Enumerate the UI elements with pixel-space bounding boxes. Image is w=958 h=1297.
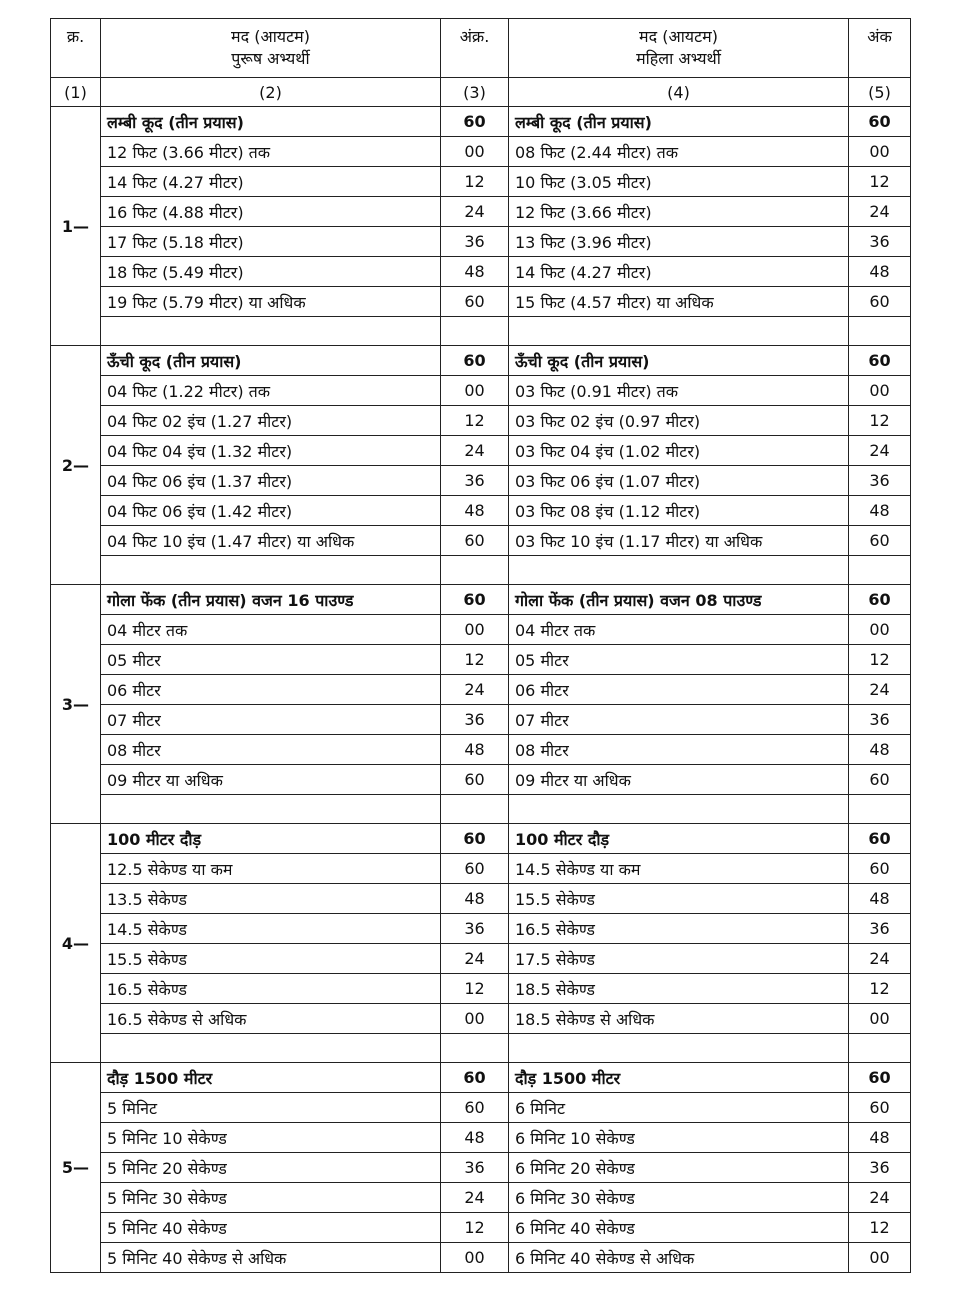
section-header-row	[51, 1063, 911, 1093]
criterion-men: 04 फिट 06 इंच (1.42 मीटर)	[101, 496, 441, 526]
criterion-women: 10 फिट (3.05 मीटर)	[509, 167, 849, 197]
table-row	[51, 1093, 911, 1123]
event-title-women: गोला फेंक (तीन प्रयास) वजन 08 पाउण्ड	[509, 585, 849, 615]
marks-men: 48	[441, 257, 509, 287]
empty-cell	[849, 556, 911, 585]
empty-cell	[509, 795, 849, 824]
marks-men: 00	[441, 1243, 509, 1273]
criterion-women: 6 मिनिट 10 सेकेण्ड	[509, 1123, 849, 1153]
table-row	[51, 137, 911, 167]
table-row	[51, 884, 911, 914]
marks-women: 60	[849, 526, 911, 556]
marks-men: 48	[441, 884, 509, 914]
criterion-women: 03 फिट (0.91 मीटर) तक	[509, 376, 849, 406]
section-header-row	[51, 585, 911, 615]
criterion-men: 04 फिट 10 इंच (1.47 मीटर) या अधिक	[101, 526, 441, 556]
criterion-men: 05 मीटर	[101, 645, 441, 675]
table-row	[51, 974, 911, 1004]
column-number: (3)	[441, 78, 509, 107]
header-marks-women: अंक	[849, 19, 911, 78]
marks-women: 12	[849, 974, 911, 1004]
table-row	[51, 287, 911, 317]
criterion-women: 08 मीटर	[509, 735, 849, 765]
column-number: (4)	[509, 78, 849, 107]
table-row	[51, 1183, 911, 1213]
empty-cell	[441, 1034, 509, 1063]
marks-men: 12	[441, 406, 509, 436]
header-marks-men: अंक्र.	[441, 19, 509, 78]
criterion-men: 04 फिट 06 इंच (1.37 मीटर)	[101, 466, 441, 496]
empty-cell	[849, 795, 911, 824]
table-row	[51, 526, 911, 556]
criterion-men: 16.5 सेकेण्ड से अधिक	[101, 1004, 441, 1034]
criterion-men: 5 मिनिट	[101, 1093, 441, 1123]
marks-women: 48	[849, 884, 911, 914]
empty-cell	[101, 795, 441, 824]
table-row	[51, 675, 911, 705]
event-title-women: लम्बी कूद (तीन प्रयास)	[509, 107, 849, 137]
table-row	[51, 1153, 911, 1183]
criterion-women: 03 फिट 02 इंच (0.97 मीटर)	[509, 406, 849, 436]
column-number: (1)	[51, 78, 101, 107]
criterion-women: 12 फिट (3.66 मीटर)	[509, 197, 849, 227]
empty-cell	[441, 556, 509, 585]
criterion-women: 06 मीटर	[509, 675, 849, 705]
section-number: 2—	[51, 346, 101, 585]
section-header-row	[51, 824, 911, 854]
marks-women: 24	[849, 944, 911, 974]
marks-women: 12	[849, 406, 911, 436]
marks-men: 48	[441, 735, 509, 765]
event-marks-men: 60	[441, 824, 509, 854]
spacer-row	[51, 795, 911, 824]
table-row	[51, 765, 911, 795]
header-sr: क्र.	[51, 19, 101, 78]
empty-cell	[849, 1034, 911, 1063]
marks-women: 36	[849, 1153, 911, 1183]
criterion-men: 04 फिट (1.22 मीटर) तक	[101, 376, 441, 406]
marks-women: 48	[849, 735, 911, 765]
marks-women: 36	[849, 914, 911, 944]
table-row	[51, 914, 911, 944]
criterion-women: 03 फिट 06 इंच (1.07 मीटर)	[509, 466, 849, 496]
event-title-men: ऊँची कूद (तीन प्रयास)	[101, 346, 441, 376]
criterion-men: 13.5 सेकेण्ड	[101, 884, 441, 914]
marks-men: 24	[441, 436, 509, 466]
table-row	[51, 406, 911, 436]
marks-women: 24	[849, 197, 911, 227]
marks-men: 00	[441, 1004, 509, 1034]
event-title-men: गोला फेंक (तीन प्रयास) वजन 16 पाउण्ड	[101, 585, 441, 615]
empty-cell	[509, 317, 849, 346]
marks-women: 36	[849, 227, 911, 257]
event-marks-men: 60	[441, 1063, 509, 1093]
table-row	[51, 376, 911, 406]
criterion-women: 14 फिट (4.27 मीटर)	[509, 257, 849, 287]
criterion-women: 14.5 सेकेण्ड या कम	[509, 854, 849, 884]
criterion-men: 19 फिट (5.79 मीटर) या अधिक	[101, 287, 441, 317]
header-item-men	[101, 19, 441, 78]
criterion-men: 5 मिनिट 10 सेकेण्ड	[101, 1123, 441, 1153]
table-row	[51, 1243, 911, 1273]
event-title-women: दौड़ 1500 मीटर	[509, 1063, 849, 1093]
marks-women: 48	[849, 257, 911, 287]
criterion-women: 18.5 सेकेण्ड	[509, 974, 849, 1004]
marks-table-body	[51, 107, 911, 1273]
empty-cell	[509, 1034, 849, 1063]
table-row	[51, 854, 911, 884]
criterion-women: 17.5 सेकेण्ड	[509, 944, 849, 974]
marks-table	[50, 18, 911, 1273]
marks-men: 48	[441, 1123, 509, 1153]
marks-women: 60	[849, 287, 911, 317]
criterion-men: 12 फिट (3.66 मीटर) तक	[101, 137, 441, 167]
marks-men: 24	[441, 675, 509, 705]
criterion-men: 15.5 सेकेण्ड	[101, 944, 441, 974]
marks-women: 24	[849, 436, 911, 466]
event-title-men: दौड़ 1500 मीटर	[101, 1063, 441, 1093]
criterion-men: 16 फिट (4.88 मीटर)	[101, 197, 441, 227]
criterion-women: 6 मिनिट 30 सेकेण्ड	[509, 1183, 849, 1213]
section-number: 5—	[51, 1063, 101, 1273]
empty-cell	[441, 317, 509, 346]
table-row	[51, 436, 911, 466]
criterion-women: 6 मिनिट 20 सेकेण्ड	[509, 1153, 849, 1183]
table-row	[51, 167, 911, 197]
criterion-men: 14.5 सेकेण्ड	[101, 914, 441, 944]
criterion-men: 12.5 सेकेण्ड या कम	[101, 854, 441, 884]
header-item-women	[509, 19, 849, 78]
marks-women: 24	[849, 675, 911, 705]
marks-women: 36	[849, 705, 911, 735]
marks-women: 48	[849, 496, 911, 526]
empty-cell	[849, 317, 911, 346]
criterion-women: 08 फिट (2.44 मीटर) तक	[509, 137, 849, 167]
marks-women: 00	[849, 1243, 911, 1273]
table-row	[51, 615, 911, 645]
event-title-women: 100 मीटर दौड़	[509, 824, 849, 854]
marks-men: 00	[441, 376, 509, 406]
column-number: (2)	[101, 78, 441, 107]
empty-cell	[101, 317, 441, 346]
criterion-women: 03 फिट 10 इंच (1.17 मीटर) या अधिक	[509, 526, 849, 556]
empty-cell	[441, 795, 509, 824]
marks-men: 48	[441, 496, 509, 526]
marks-men: 24	[441, 197, 509, 227]
marks-women: 00	[849, 1004, 911, 1034]
header-item-men-line2: पुरूष अभ्यर्थी	[231, 49, 310, 68]
criterion-women: 6 मिनिट 40 सेकेण्ड से अधिक	[509, 1243, 849, 1273]
table-row	[51, 1213, 911, 1243]
table-row	[51, 705, 911, 735]
criterion-women: 18.5 सेकेण्ड से अधिक	[509, 1004, 849, 1034]
marks-women: 12	[849, 1213, 911, 1243]
event-marks-women: 60	[849, 107, 911, 137]
criterion-men: 09 मीटर या अधिक	[101, 765, 441, 795]
criterion-men: 08 मीटर	[101, 735, 441, 765]
criterion-men: 04 फिट 04 इंच (1.32 मीटर)	[101, 436, 441, 466]
marks-men: 12	[441, 167, 509, 197]
section-header-row	[51, 107, 911, 137]
table-row	[51, 944, 911, 974]
criterion-men: 06 मीटर	[101, 675, 441, 705]
section-header-row	[51, 346, 911, 376]
event-marks-men: 60	[441, 107, 509, 137]
event-title-women: ऊँची कूद (तीन प्रयास)	[509, 346, 849, 376]
criterion-women: 09 मीटर या अधिक	[509, 765, 849, 795]
spacer-row	[51, 317, 911, 346]
criterion-men: 14 फिट (4.27 मीटर)	[101, 167, 441, 197]
marks-women: 60	[849, 854, 911, 884]
marks-women: 12	[849, 167, 911, 197]
criterion-women: 04 मीटर तक	[509, 615, 849, 645]
marks-women: 24	[849, 1183, 911, 1213]
marks-men: 36	[441, 227, 509, 257]
event-title-men: 100 मीटर दौड़	[101, 824, 441, 854]
criterion-women: 03 फिट 08 इंच (1.12 मीटर)	[509, 496, 849, 526]
criterion-women: 15 फिट (4.57 मीटर) या अधिक	[509, 287, 849, 317]
empty-cell	[101, 556, 441, 585]
marks-men: 60	[441, 287, 509, 317]
table-row	[51, 1004, 911, 1034]
marks-men: 12	[441, 645, 509, 675]
table-row	[51, 645, 911, 675]
criterion-men: 5 मिनिट 30 सेकेण्ड	[101, 1183, 441, 1213]
criterion-men: 04 मीटर तक	[101, 615, 441, 645]
criterion-women: 15.5 सेकेण्ड	[509, 884, 849, 914]
criterion-men: 5 मिनिट 20 सेकेण्ड	[101, 1153, 441, 1183]
criterion-women: 6 मिनिट	[509, 1093, 849, 1123]
table-row	[51, 735, 911, 765]
marks-women: 60	[849, 1093, 911, 1123]
criterion-men: 16.5 सेकेण्ड	[101, 974, 441, 1004]
event-marks-men: 60	[441, 585, 509, 615]
marks-women: 00	[849, 615, 911, 645]
event-marks-women: 60	[849, 1063, 911, 1093]
criterion-men: 5 मिनिट 40 सेकेण्ड से अधिक	[101, 1243, 441, 1273]
marks-men: 12	[441, 1213, 509, 1243]
criterion-women: 05 मीटर	[509, 645, 849, 675]
header-item-men-line1: मद (आयटम)	[231, 27, 310, 46]
criterion-men: 07 मीटर	[101, 705, 441, 735]
event-marks-men: 60	[441, 346, 509, 376]
table-header-row	[51, 19, 911, 78]
table-row	[51, 466, 911, 496]
table-row	[51, 1123, 911, 1153]
event-marks-women: 60	[849, 585, 911, 615]
marks-men: 60	[441, 765, 509, 795]
header-item-women-line1: मद (आयटम)	[639, 27, 718, 46]
criterion-women: 16.5 सेकेण्ड	[509, 914, 849, 944]
marks-men: 36	[441, 914, 509, 944]
table-row	[51, 197, 911, 227]
criterion-men: 17 फिट (5.18 मीटर)	[101, 227, 441, 257]
event-marks-women: 60	[849, 824, 911, 854]
marks-women: 36	[849, 466, 911, 496]
marks-men: 36	[441, 705, 509, 735]
marks-women: 60	[849, 765, 911, 795]
marks-men: 60	[441, 526, 509, 556]
marks-women: 00	[849, 376, 911, 406]
event-title-men: लम्बी कूद (तीन प्रयास)	[101, 107, 441, 137]
empty-cell	[509, 556, 849, 585]
criterion-women: 07 मीटर	[509, 705, 849, 735]
criterion-women: 13 फिट (3.96 मीटर)	[509, 227, 849, 257]
column-number-row	[51, 78, 911, 107]
header-item-women-line2: महिला अभ्यर्थी	[636, 49, 721, 68]
section-number: 4—	[51, 824, 101, 1063]
marks-men: 00	[441, 615, 509, 645]
section-number: 3—	[51, 585, 101, 824]
table-row	[51, 227, 911, 257]
marks-men: 24	[441, 944, 509, 974]
marks-women: 48	[849, 1123, 911, 1153]
marks-men: 12	[441, 974, 509, 1004]
table-row	[51, 257, 911, 287]
marks-men: 36	[441, 466, 509, 496]
criterion-men: 18 फिट (5.49 मीटर)	[101, 257, 441, 287]
marks-women: 00	[849, 137, 911, 167]
marks-men: 24	[441, 1183, 509, 1213]
marks-men: 60	[441, 854, 509, 884]
spacer-row	[51, 1034, 911, 1063]
criterion-men: 5 मिनिट 40 सेकेण्ड	[101, 1213, 441, 1243]
criterion-men: 04 फिट 02 इंच (1.27 मीटर)	[101, 406, 441, 436]
section-number: 1—	[51, 107, 101, 346]
criterion-women: 6 मिनिट 40 सेकेण्ड	[509, 1213, 849, 1243]
spacer-row	[51, 556, 911, 585]
column-number: (5)	[849, 78, 911, 107]
table-row	[51, 496, 911, 526]
marks-men: 36	[441, 1153, 509, 1183]
event-marks-women: 60	[849, 346, 911, 376]
empty-cell	[101, 1034, 441, 1063]
criterion-women: 03 फिट 04 इंच (1.02 मीटर)	[509, 436, 849, 466]
marks-men: 60	[441, 1093, 509, 1123]
marks-men: 00	[441, 137, 509, 167]
marks-women: 12	[849, 645, 911, 675]
